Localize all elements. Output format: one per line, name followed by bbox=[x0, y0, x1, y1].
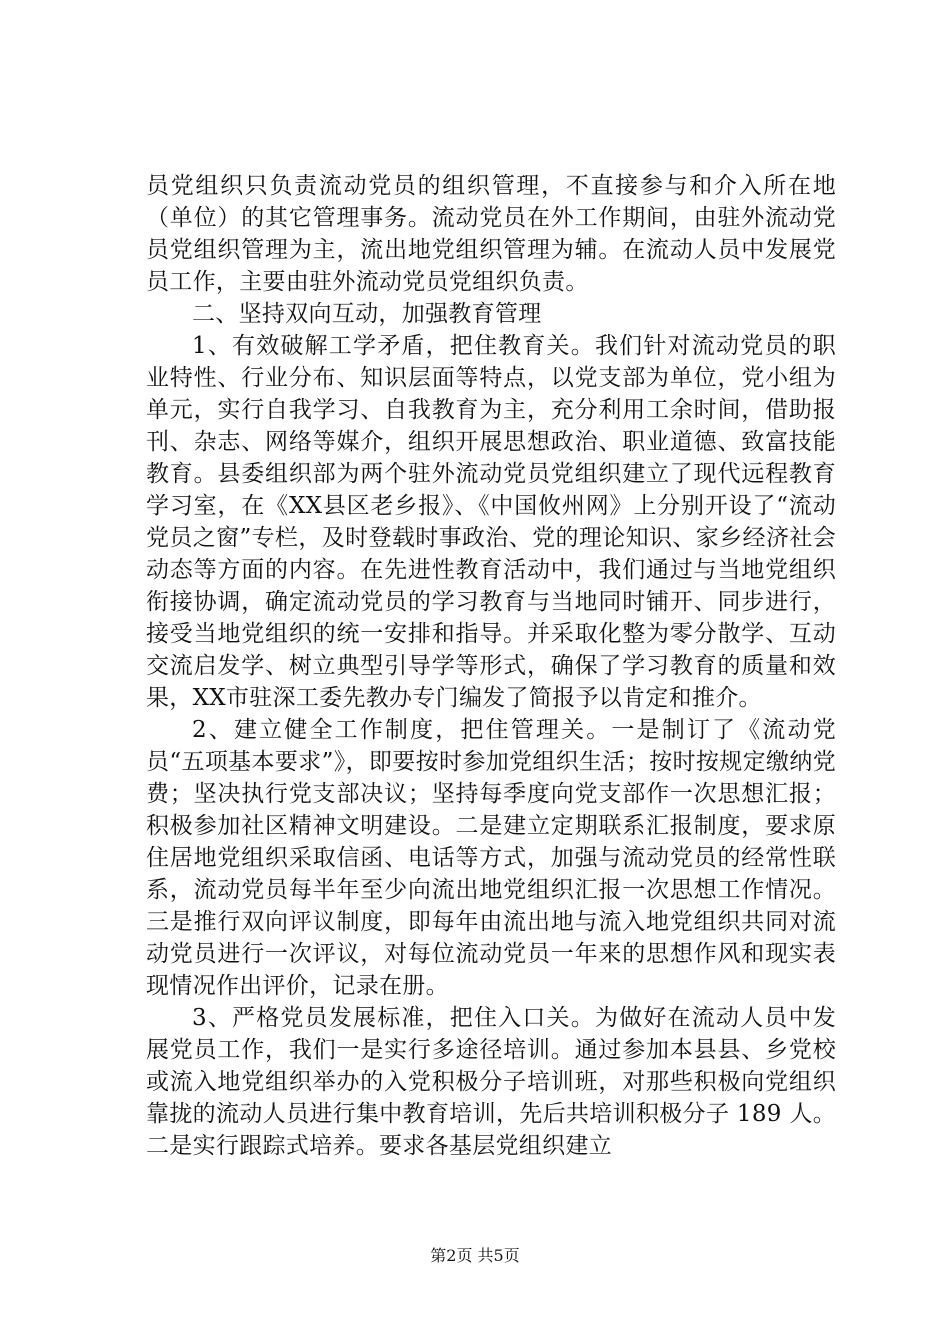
page-number-footer: 第2页 共5页 bbox=[430, 1246, 520, 1265]
paragraph-continuation: 员党组织只负责流动党员的组织管理，不直接参与和介入所在地（单位）的其它管理事务。流动党员在外工作期间，由驻外流动党员党组织管理为主，流出地党组织管理为辅。在流动人员中发展党员工作，主要由驻外流动党员党组织负责。 bbox=[146, 173, 836, 295]
paragraph-admission: 3、严格党员发展标准，把住入口关。为做好在流动人员中发展党员工作，我们一是实行多途径培训。通过参加本县县、乡党校或流入地党组织举办的入党积极分子培训班，对那些积极向党组织靠拢的流动人员进行集中教育培训，先后共培训积极分子 189 人。二是实行跟踪式培养。要求各基层党组织建立 bbox=[146, 1005, 836, 1159]
section-heading: 二、坚持双向互动，加强教育管理 bbox=[192, 301, 542, 327]
paragraph-management: 2、建立健全工作制度，把住管理关。一是制订了《流动党员“五项基本要求”》，即要按时参加党组织生活；按时按规定缴纳党费；坚决执行党支部决议；坚持每季度向党支部作一次思想汇报；积极参加社区精神文明建设。二是建立定期联系汇报制度，要求原住居地党组织采取信函、电话等方式，加强与流动党员的经常性联系，流动党员每半年至少向流出地党组织汇报一次思想工作情况。三是推行双向评议制度，即每年由流出地与流入地党组织共同对流动党员进行一次评议，对每位流动党员一年来的思想作风和现实表现情况作出评价，记录在册。 bbox=[146, 717, 836, 999]
document-body bbox=[146, 170, 836, 1162]
paragraph-education: 1、有效破解工学矛盾，把住教育关。我们针对流动党员的职业特性、行业分布、知识层面等特点，以党支部为单位，党小组为单元，实行自我学习、自我教育为主，充分利用工余时间，借助报刊、杂志、网络等媒介，组织开展思想政治、职业道德、致富技能教育。县委组织部为两个驻外流动党员党组织建立了现代远程教育学习室，在《XX县区老乡报》、《中国攸州网》上分别开设了“流动党员之窗”专栏，及时登载时事政治、党的理论知识、家乡经济社会动态等方面的内容。在先进性教育活动中，我们通过与当地党组织衔接协调，确定流动党员的学习教育与当地同时铺开、同步进行，接受当地党组织的统一安排和指导。并采取化整为零分散学、互动交流启发学、树立典型引导学等形式，确保了学习教育的质量和效果，XX市驻深工委先教办专门编发了简报予以肯定和推介。 bbox=[146, 333, 836, 711]
